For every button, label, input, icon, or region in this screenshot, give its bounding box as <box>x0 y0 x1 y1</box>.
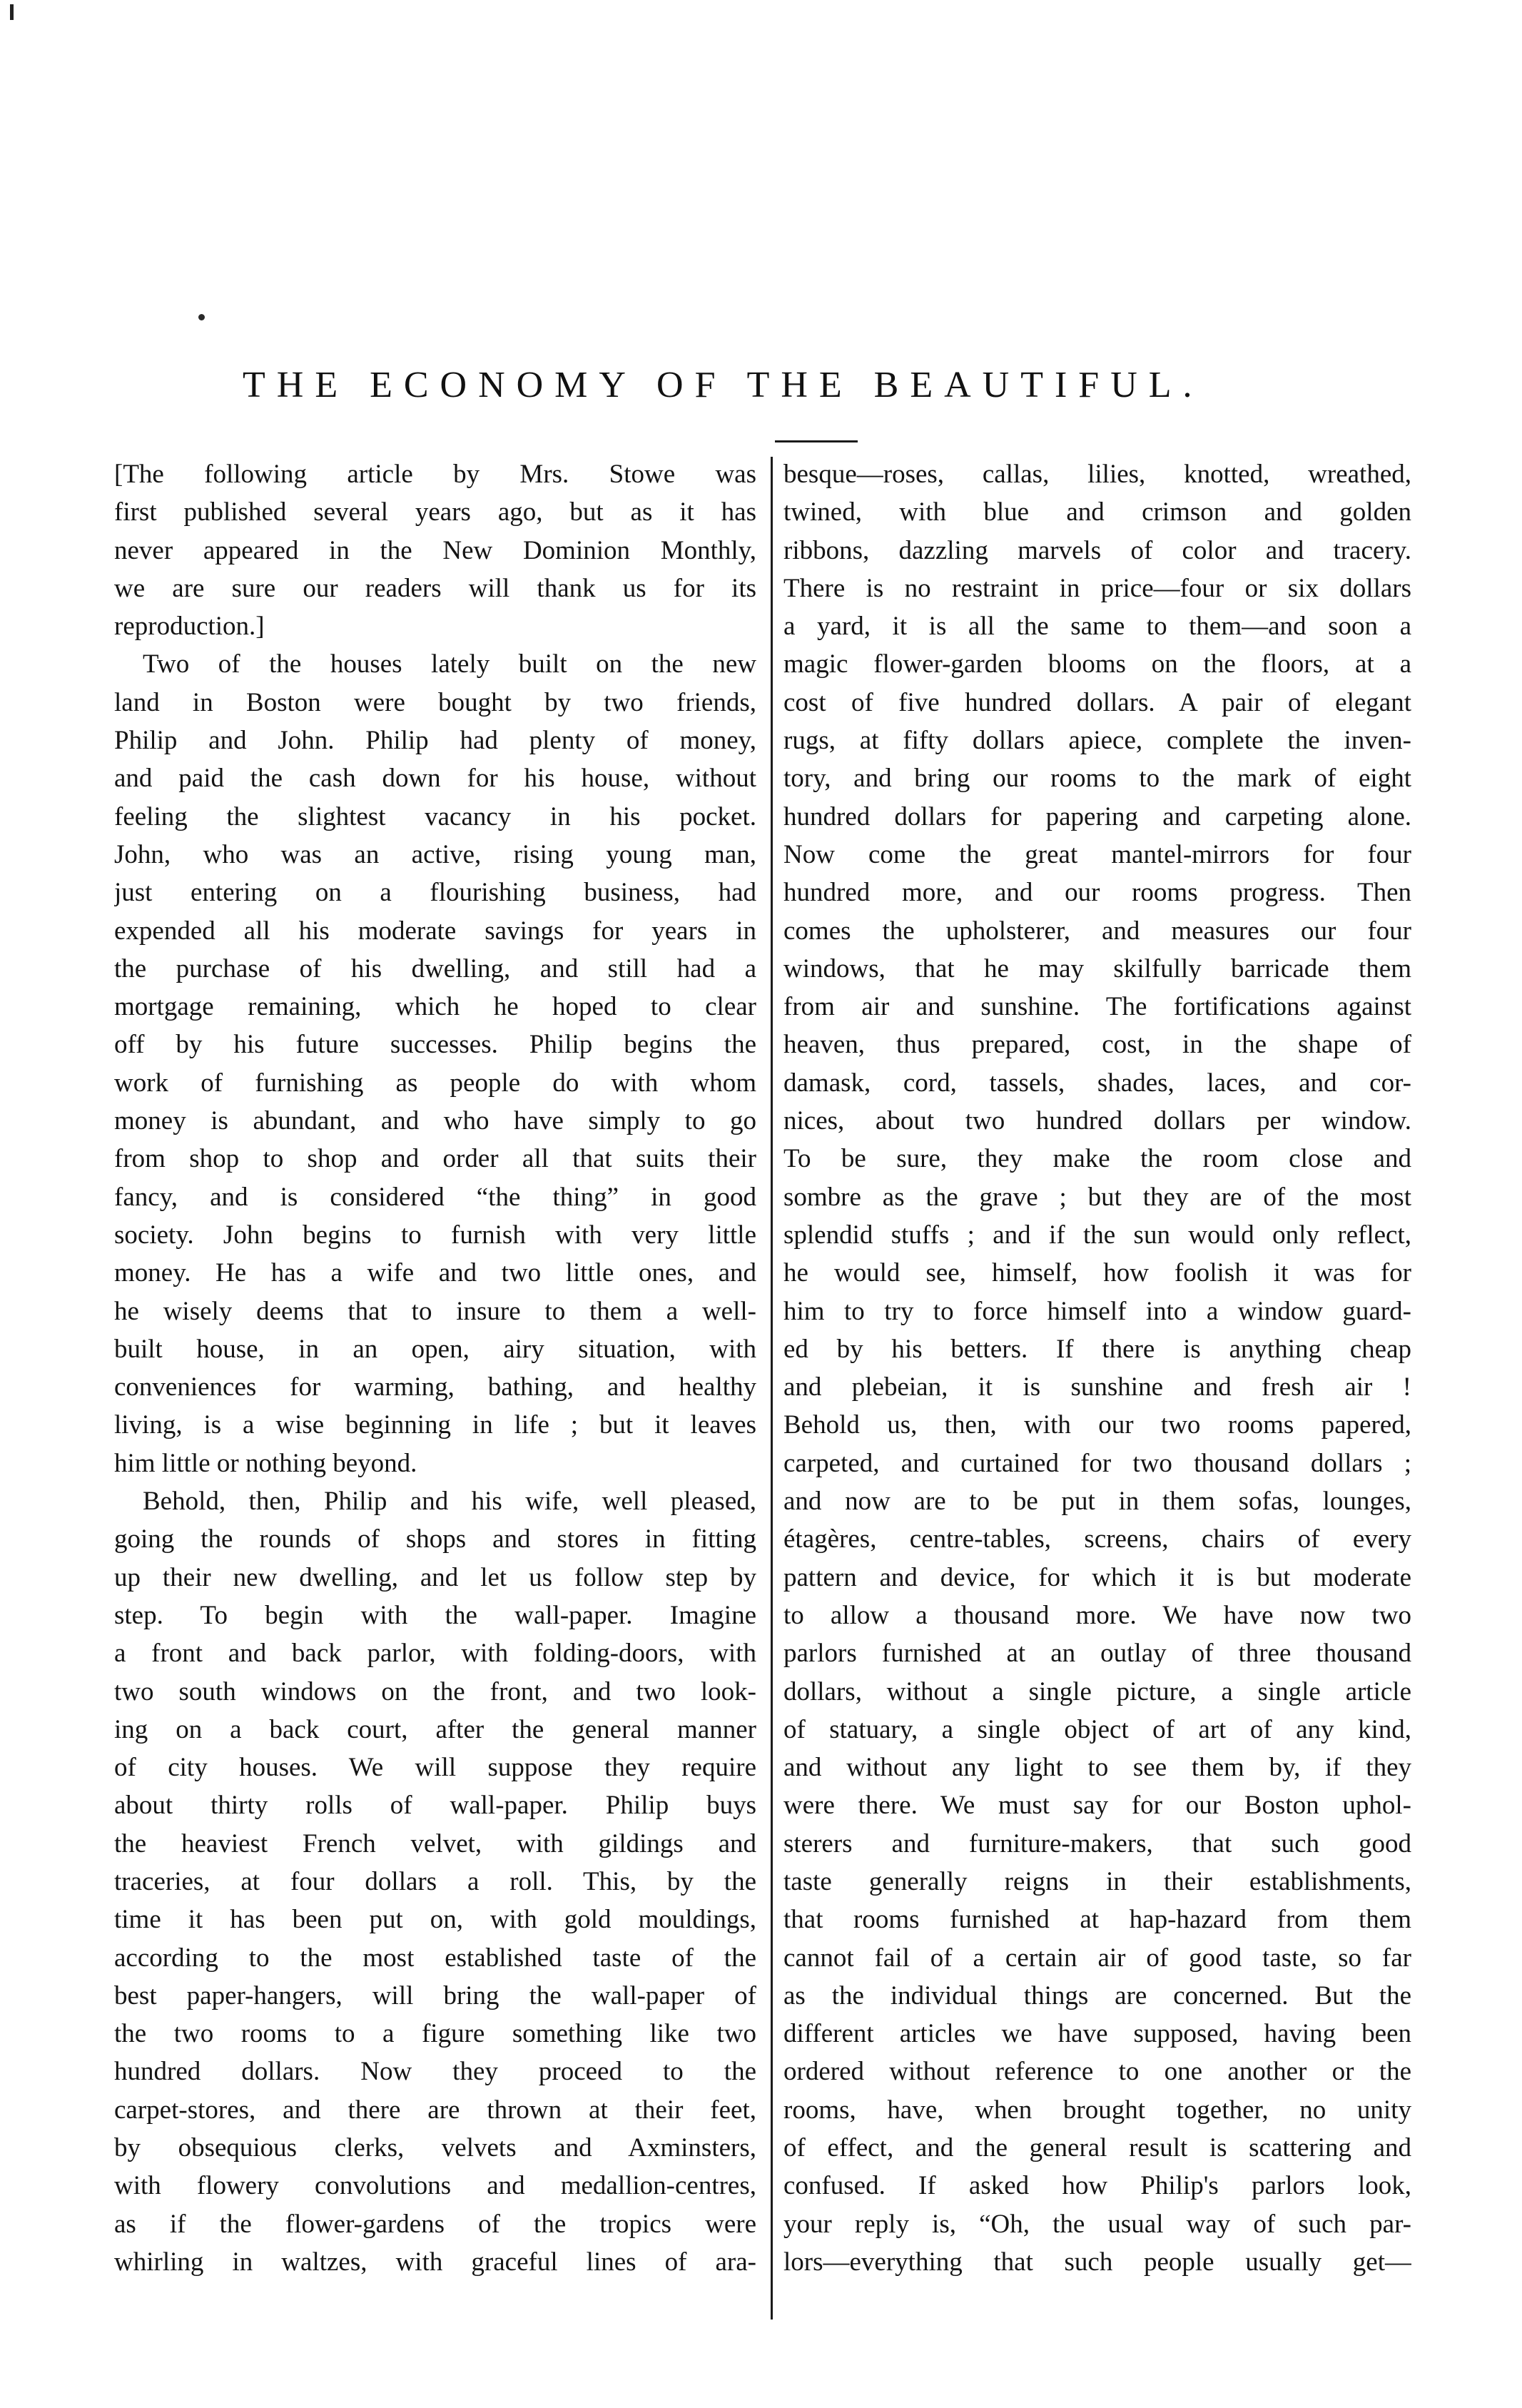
text-line: step. To begin with the wall-paper. Imagine <box>114 1600 756 1630</box>
text-line: damask, cord, tassels, shades, laces, and cor- <box>783 1068 1411 1098</box>
text-line: going the rounds of shops and stores in fitting <box>114 1524 756 1554</box>
text-line: To be sure, they make the room close and <box>783 1144 1411 1174</box>
text-line: sombre as the grave ; but they are of the most <box>783 1182 1411 1212</box>
text-line: your reply is, “Oh, the usual way of such par- <box>783 2209 1411 2239</box>
text-line: and plebeian, it is sunshine and fresh air ! <box>783 1372 1411 1402</box>
text-line: taste generally reigns in their establishments, <box>783 1866 1411 1896</box>
text-line: of effect, and the general result is scattering and <box>783 2133 1411 2163</box>
text-line: fancy, and is considered “the thing” in good <box>114 1182 756 1212</box>
text-line: étagères, centre-tables, screens, chairs of every <box>783 1524 1411 1554</box>
text-line: about thirty rolls of wall-paper. Philip buys <box>114 1791 756 1821</box>
text-line: according to the most established taste of the <box>114 1943 756 1973</box>
text-line: nices, about two hundred dollars per window. <box>783 1106 1411 1136</box>
text-line: Behold us, then, with our two rooms papered, <box>783 1410 1411 1440</box>
text-line: Two of the houses lately built on the new <box>143 649 756 679</box>
text-line: never appeared in the New Dominion Monthly, <box>114 535 756 565</box>
text-line: conveniences for warming, bathing, and healthy <box>114 1372 756 1402</box>
text-line: rooms, have, when brought together, no unity <box>783 2095 1411 2125</box>
text-line: the purchase of his dwelling, and still had a <box>114 953 756 983</box>
text-line: reproduction.] <box>114 612 265 642</box>
text-line: hundred dollars. Now they proceed to the <box>114 2057 756 2087</box>
text-line: Behold, then, Philip and his wife, well pleased, <box>143 1487 756 1517</box>
text-line: a front and back parlor, with folding-doors, with <box>114 1639 756 1669</box>
text-line: lors—everything that such people usually get— <box>783 2247 1411 2277</box>
text-line: ordered without reference to one another or the <box>783 2057 1411 2087</box>
text-line: dollars, without a single picture, a single article <box>783 1676 1411 1706</box>
text-line: off by his future successes. Philip begins the <box>114 1030 756 1060</box>
text-line: to allow a thousand more. We have now two <box>783 1600 1411 1630</box>
text-line: the heaviest French velvet, with gildings and <box>114 1828 756 1858</box>
text-line: work of furnishing as people do with whom <box>114 1068 756 1098</box>
text-line: him little or nothing beyond. <box>114 1448 417 1478</box>
text-line: cannot fail of a certain air of good taste, so far <box>783 1943 1411 1973</box>
text-line: tory, and bring our rooms to the mark of eight <box>783 764 1411 794</box>
text-line: two south windows on the front, and two look- <box>114 1676 756 1706</box>
text-line: windows, that he may skilfully barricade them <box>783 953 1411 983</box>
text-line: Philip and John. Philip had plenty of money, <box>114 726 756 756</box>
text-line: from shop to shop and order all that suits their <box>114 1144 756 1174</box>
text-line: expended all his moderate savings for years in <box>114 916 756 946</box>
text-line: he wisely deems that to insure to them a well- <box>114 1296 756 1326</box>
text-line: ribbons, dazzling marvels of color and tracery. <box>783 535 1411 565</box>
text-line: money. He has a wife and two little ones, and <box>114 1258 756 1288</box>
text-line: from air and sunshine. The fortifications against <box>783 992 1411 1022</box>
text-line: land in Boston were bought by two friends, <box>114 687 756 717</box>
margin-speck <box>10 4 14 20</box>
text-line: and paid the cash down for his house, without <box>114 764 756 794</box>
text-line: hundred dollars for papering and carpeting alone. <box>783 801 1411 831</box>
text-line: rugs, at fifty dollars apiece, complete the inven- <box>783 726 1411 756</box>
text-line: that rooms furnished at hap-hazard from them <box>783 1905 1411 1935</box>
text-line: Now come the great mantel-mirrors for four <box>783 839 1411 869</box>
text-line: John, who was an active, rising young man, <box>114 839 756 869</box>
text-line: best paper-hangers, will bring the wall-paper of <box>114 1980 756 2010</box>
text-line: as the individual things are concerned. But the <box>783 1980 1411 2010</box>
text-line: comes the upholsterer, and measures our four <box>783 916 1411 946</box>
text-line: we are sure our readers will thank us for its <box>114 573 756 603</box>
text-line: and without any light to see them by, if they <box>783 1753 1411 1783</box>
text-line: carpet-stores, and there are thrown at their feet, <box>114 2095 756 2125</box>
text-line: traceries, at four dollars a roll. This, by the <box>114 1866 756 1896</box>
left-column <box>114 455 756 2318</box>
text-line: ing on a back court, after the general manner <box>114 1714 756 1744</box>
right-column <box>783 455 1411 2318</box>
text-line: There is no restraint in price—four or six dollars <box>783 573 1411 603</box>
column-divider <box>771 457 773 2320</box>
text-line: heaven, thus prepared, cost, in the shape of <box>783 1030 1411 1060</box>
text-line: society. John begins to furnish with very little <box>114 1220 756 1250</box>
text-line: whirling in waltzes, with graceful lines of ara- <box>114 2247 756 2277</box>
text-line: a yard, it is all the same to them—and soon a <box>783 612 1411 642</box>
text-line: different articles we have supposed, having been <box>783 2019 1411 2049</box>
title-rule <box>775 440 858 442</box>
text-line: of statuary, a single object of art of any kind, <box>783 1714 1411 1744</box>
text-line: mortgage remaining, which he hoped to clear <box>114 992 756 1022</box>
text-line: him to try to force himself into a window guard- <box>783 1296 1411 1326</box>
text-line: living, is a wise beginning in life ; but it leaves <box>114 1410 756 1440</box>
text-line: first published several years ago, but as it has <box>114 497 756 527</box>
text-line: confused. If asked how Philip's parlors look, <box>783 2171 1411 2201</box>
text-line: the two rooms to a figure something like two <box>114 2019 756 2049</box>
text-line: by obsequious clerks, velvets and Axminsters, <box>114 2133 756 2163</box>
text-line: time it has been put on, with gold mouldings, <box>114 1905 756 1935</box>
text-line: money is abundant, and who have simply to go <box>114 1106 756 1136</box>
text-line: he would see, himself, how foolish it was for <box>783 1258 1411 1288</box>
text-line: sterers and furniture-makers, that such good <box>783 1828 1411 1858</box>
article-title: THE ECONOMY OF THE BEAUTIFUL. <box>243 365 1204 405</box>
text-line: besque—roses, callas, lilies, knotted, wreathed, <box>783 460 1411 489</box>
text-line: [The following article by Mrs. Stowe was <box>114 460 756 489</box>
text-line: of city houses. We will suppose they require <box>114 1753 756 1783</box>
text-line: magic flower-garden blooms on the floors, at a <box>783 649 1411 679</box>
text-line: with flowery convolutions and medallion-centres, <box>114 2171 756 2201</box>
text-line: pattern and device, for which it is but moderate <box>783 1562 1411 1592</box>
ink-dot <box>198 314 205 320</box>
text-line: were there. We must say for our Boston uphol- <box>783 1791 1411 1821</box>
text-line: just entering on a flourishing business, had <box>114 878 756 908</box>
text-line: splendid stuffs ; and if the sun would only reflect, <box>783 1220 1411 1250</box>
text-line: ed by his betters. If there is anything cheap <box>783 1334 1411 1364</box>
text-line: as if the flower-gardens of the tropics were <box>114 2209 756 2239</box>
text-line: cost of five hundred dollars. A pair of elegant <box>783 687 1411 717</box>
text-line: twined, with blue and crimson and golden <box>783 497 1411 527</box>
text-line: up their new dwelling, and let us follow step by <box>114 1562 756 1592</box>
text-line: built house, in an open, airy situation, with <box>114 1334 756 1364</box>
text-line: carpeted, and curtained for two thousand dollars ; <box>783 1448 1411 1478</box>
text-line: hundred more, and our rooms progress. Then <box>783 878 1411 908</box>
text-line: and now are to be put in them sofas, lounges, <box>783 1487 1411 1517</box>
text-line: parlors furnished at an outlay of three thousand <box>783 1639 1411 1669</box>
text-line: feeling the slightest vacancy in his pocket. <box>114 801 756 831</box>
